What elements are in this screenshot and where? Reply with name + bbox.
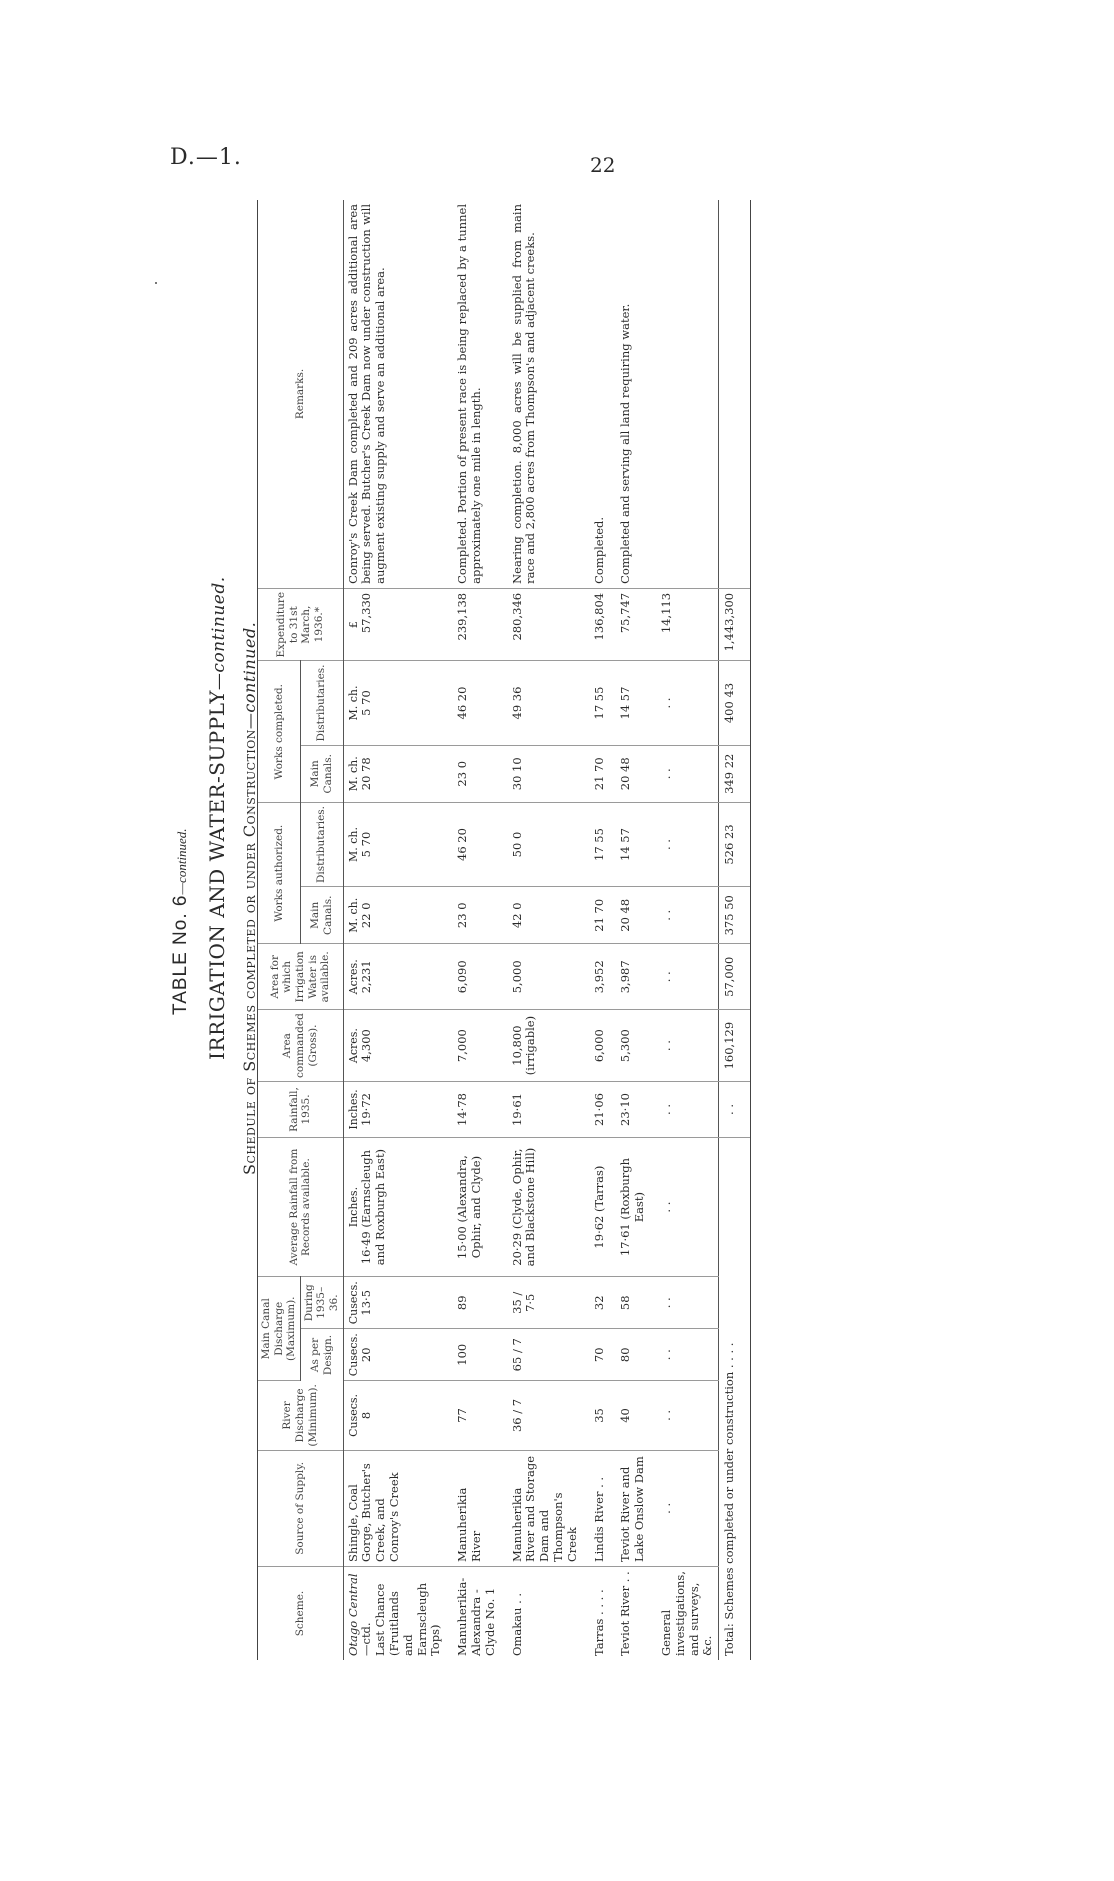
cell-area-irrigation: 5,000 xyxy=(501,944,583,1010)
cell-avg-rainfall: Inches. 16·49 (Earnscleugh and Roxburgh East) xyxy=(343,1137,446,1276)
cell-rainfall: 19·61 xyxy=(501,1082,583,1138)
total-remarks-empty xyxy=(719,200,751,588)
cell-source: Manuherikia River xyxy=(446,1450,500,1566)
total-label: Total: Schemes completed or under construction . . . . xyxy=(719,1137,751,1660)
total-expenditure: 1,443,300 xyxy=(719,588,751,661)
table-number-title: TABLE No. 6—continued. xyxy=(170,828,191,1015)
cell-remarks xyxy=(650,200,719,588)
cell-expenditure: 280,346 xyxy=(501,588,583,661)
cell-auth-main: M. ch. 22 0 xyxy=(343,887,446,944)
header-main-canal-discharge: Main Canal Discharge (Maximum). xyxy=(258,1277,301,1381)
cell-comp-dist: 17 55 xyxy=(583,661,610,745)
cell-avg-rainfall: 19·62 (Tarras) xyxy=(583,1137,610,1276)
cell-area-commanded: 7,000 xyxy=(446,1010,500,1082)
cell-river: 36 / 7 xyxy=(501,1381,583,1450)
total-comp-main: 349 22 xyxy=(719,745,751,802)
cell-avg-rainfall: 17·61 (Roxburgh East) xyxy=(609,1137,650,1276)
cell-during: 32 xyxy=(583,1277,610,1329)
cell-expenditure: 75,747 xyxy=(609,588,650,661)
cell-comp-dist: M. ch. 5 70 xyxy=(343,661,446,745)
cell-remarks: Conroy's Creek Dam completed and 209 acres additional area being served. Butcher's Creek Dam now under construction will augment existing supply and serve an additional area. xyxy=(343,200,446,588)
cell-remarks: Completed. xyxy=(583,200,610,588)
header-remarks: Remarks. xyxy=(258,200,344,588)
cell-rainfall: 21·06 xyxy=(583,1082,610,1138)
cell-area-irrigation: 3,952 xyxy=(583,944,610,1010)
cell-scheme: Teviot River . . xyxy=(618,1571,633,1656)
cell-river: 35 xyxy=(583,1381,610,1450)
header-river-discharge: River Discharge (Minimum). xyxy=(258,1381,344,1450)
cell-auth-main: 23 0 xyxy=(446,887,500,944)
header-canal-during: During 1935–36. xyxy=(300,1277,343,1329)
page-number: 22 xyxy=(590,153,616,177)
table-row xyxy=(609,200,650,1660)
cell-comp-main: . . xyxy=(650,745,719,802)
cell-area-commanded: 6,000 xyxy=(583,1010,610,1082)
cell-rainfall: 14·78 xyxy=(446,1082,500,1138)
cell-river: 77 xyxy=(446,1381,500,1450)
cell-source: Teviot River and Lake Onslow Dam xyxy=(609,1450,650,1566)
cell-expenditure: 136,804 xyxy=(583,588,610,661)
cell-area-irrigation: 3,987 xyxy=(609,944,650,1010)
table-main-title: IRRIGATION AND WATER-SUPPLY—continued. xyxy=(205,576,229,1060)
header-scheme: Scheme. xyxy=(258,1567,344,1660)
cell-during: 89 xyxy=(446,1277,500,1329)
cell-area-commanded: 5,300 xyxy=(609,1010,650,1082)
cell-rainfall: 23·10 xyxy=(609,1082,650,1138)
cell-avg-rainfall: . . xyxy=(650,1137,719,1276)
cell-auth-dist: 50 0 xyxy=(501,802,583,886)
total-area-irrigation: 57,000 xyxy=(719,944,751,1010)
cell-avg-rainfall: 15·00 (Alexandra, Ophir, and Clyde) xyxy=(446,1137,500,1276)
cell-scheme: Otago Central—ctd. Last Chance (Fruitlands and Earnscleugh Tops) xyxy=(345,1573,443,1656)
header-canal-design: As per Design. xyxy=(300,1329,343,1381)
cell-comp-main: 20 48 xyxy=(609,745,650,802)
cell-comp-dist: 46 20 xyxy=(446,661,500,745)
table-row xyxy=(650,200,719,1660)
header-rainfall-1935: Rainfall, 1935. xyxy=(258,1082,344,1138)
cell-avg-rainfall: 20·29 (Clyde, Ophir, and Blackstone Hill) xyxy=(501,1137,583,1276)
cell-source: Lindis River . . xyxy=(583,1450,610,1566)
header-area-commanded: Area commanded (Gross). xyxy=(258,1010,344,1082)
cell-river: . . xyxy=(650,1381,719,1450)
schedule-table xyxy=(257,200,751,1660)
cell-scheme: Omakau . . xyxy=(509,1592,524,1656)
cell-scheme: Tarras . . . . xyxy=(591,1589,606,1656)
cell-auth-main: 21 70 xyxy=(583,887,610,944)
cell-remarks: Completed and serving all land requiring water. xyxy=(609,200,650,588)
table-row xyxy=(446,200,500,1660)
cell-auth-main: 42 0 xyxy=(501,887,583,944)
cell-design: 65 / 7 xyxy=(501,1329,583,1381)
cell-area-irrigation: 6,090 xyxy=(446,944,500,1010)
total-area-commanded: 160,129 xyxy=(719,1010,751,1082)
cell-design: 70 xyxy=(583,1329,610,1381)
cell-source: Shingle, Coal Gorge, Butcher's Creek, and Conroy's Creek xyxy=(343,1450,446,1566)
cell-remarks: Nearing completion. 8,000 acres will be supplied from main race and 2,800 acres from Thompson's and adjacent creeks. xyxy=(501,200,583,588)
cell-design: Cusecs. 20 xyxy=(343,1329,446,1381)
cell-expenditure: £ 57,330 xyxy=(343,588,446,661)
cell-river: Cusecs. 8 xyxy=(343,1381,446,1450)
header-average-rainfall: Average Rainfall from Records available. xyxy=(258,1137,344,1276)
header-auth-main-canals: Main Canals. xyxy=(300,887,343,944)
table-row xyxy=(343,200,446,1660)
cell-design: . . xyxy=(650,1329,719,1381)
header-comp-main-canals: Main Canals. xyxy=(300,745,343,802)
header-comp-distributaries: Distributaries. xyxy=(300,661,343,745)
header-works-completed: Works completed. xyxy=(258,661,301,803)
stray-mark xyxy=(155,282,157,284)
cell-comp-main: M. ch. 20 78 xyxy=(343,745,446,802)
cell-auth-main: 20 48 xyxy=(609,887,650,944)
header-auth-distributaries: Distributaries. xyxy=(300,802,343,886)
cell-during: . . xyxy=(650,1277,719,1329)
table-row xyxy=(583,200,610,1660)
cell-comp-main: 30 10 xyxy=(501,745,583,802)
page-reference: D.—1. xyxy=(170,145,242,170)
cell-area-commanded: . . xyxy=(650,1010,719,1082)
cell-auth-dist: 14 57 xyxy=(609,802,650,886)
cell-auth-main: . . xyxy=(650,887,719,944)
cell-auth-dist: M. ch. 5 70 xyxy=(343,802,446,886)
cell-during: 58 xyxy=(609,1277,650,1329)
total-auth-dist: 526 23 xyxy=(719,802,751,886)
cell-design: 80 xyxy=(609,1329,650,1381)
header-works-authorized: Works authorized. xyxy=(258,802,301,944)
total-row xyxy=(719,200,751,1660)
table-subtitle: Schedule of Schemes completed or under Construction—continued. xyxy=(240,621,259,1175)
cell-comp-main: 23 0 xyxy=(446,745,500,802)
total-auth-main: 375 50 xyxy=(719,887,751,944)
cell-during: 35 / 7·5 xyxy=(501,1277,583,1329)
cell-source: Manuherikia River and Storage Dam and Thompson's Creek xyxy=(501,1450,583,1566)
cell-auth-dist: . . xyxy=(650,802,719,886)
cell-during: Cusecs. 13·5 xyxy=(343,1277,446,1329)
cell-comp-dist: . . xyxy=(650,661,719,745)
cell-area-irrigation: Acres. 2,231 xyxy=(343,944,446,1010)
total-comp-dist: 400 43 xyxy=(719,661,751,745)
cell-area-commanded: 10,800 (irrigable) xyxy=(501,1010,583,1082)
cell-comp-dist: 49 36 xyxy=(501,661,583,745)
cell-comp-main: 21 70 xyxy=(583,745,610,802)
header-area-irrigation: Area for which Irrigation Water is available. xyxy=(258,944,344,1010)
cell-expenditure: 14,113 xyxy=(650,588,719,661)
schedule-table-container xyxy=(257,200,827,1660)
cell-area-commanded: Acres. 4,300 xyxy=(343,1010,446,1082)
header-source: Source of Supply. xyxy=(258,1450,344,1566)
header-expenditure: Expenditure to 31st March, 1936.* xyxy=(258,588,344,661)
cell-rainfall: . . xyxy=(650,1082,719,1138)
cell-scheme: General investigations, and surveys, &c. xyxy=(658,1571,715,1656)
cell-comp-dist: 14 57 xyxy=(609,661,650,745)
cell-remarks: Completed. Portion of present race is being replaced by a tunnel approximately one mile in length. xyxy=(446,200,500,588)
table-row xyxy=(501,200,583,1660)
cell-auth-dist: 46 20 xyxy=(446,802,500,886)
cell-rainfall: Inches. 19·72 xyxy=(343,1082,446,1138)
cell-auth-dist: 17 55 xyxy=(583,802,610,886)
cell-source: . . xyxy=(650,1450,719,1566)
total-rainfall: . . xyxy=(719,1082,751,1138)
cell-design: 100 xyxy=(446,1329,500,1381)
cell-area-irrigation: . . xyxy=(650,944,719,1010)
cell-river: 40 xyxy=(609,1381,650,1450)
cell-expenditure: 239,138 xyxy=(446,588,500,661)
cell-scheme: Manuherikia-Alexandra - Clyde No. 1 xyxy=(455,1577,497,1656)
